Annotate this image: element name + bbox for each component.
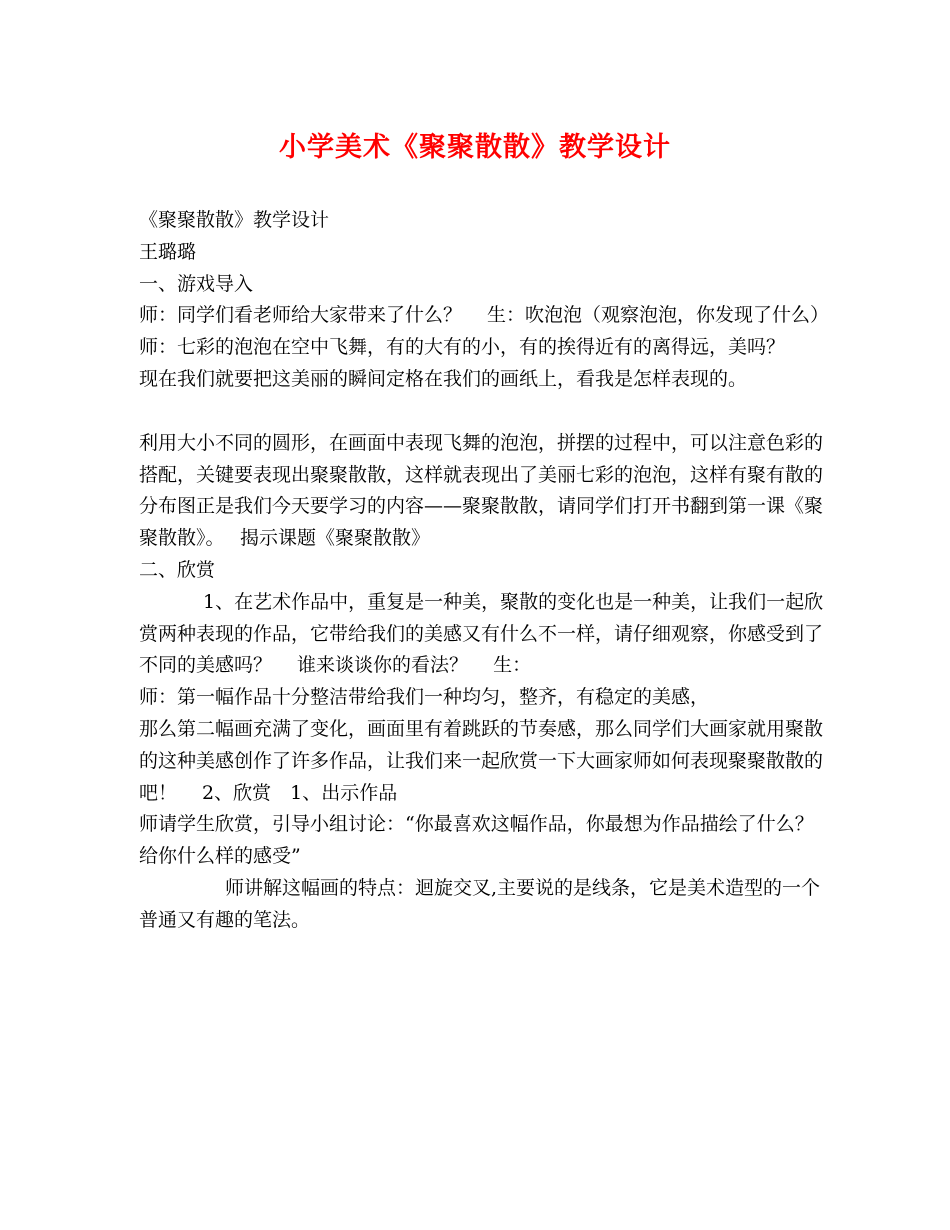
paragraph-circles: 利用大小不同的圆形，在画面中表现飞舞的泡泡，拼摆的过程中，可以注意色彩的搭配，关键要表现出聚聚散散，这样就表现出了美丽七彩的泡泡，这样有聚有散的分布图正是我们今天要学习的内容——聚聚散散，请同学们打开书翻到第一课《聚聚散散》。 揭示课题《聚聚散散》 bbox=[139, 431, 824, 550]
document-title: 小学美术《聚聚散散》教学设计 bbox=[279, 132, 671, 163]
paragraph-teacher-question: 师：同学们看老师给大家带来了什么？ 生：吹泡泡（观察泡泡，你发现了什么） bbox=[139, 304, 830, 327]
author-line: 王璐璐 bbox=[139, 240, 197, 263]
paragraph-first-work: 师：第一幅作品十分整洁带给我们一种均匀，整齐，有稳定的美感， bbox=[139, 686, 710, 709]
section-heading-appreciation: 二、欣赏 bbox=[139, 558, 216, 581]
paragraph-second-work: 那么第二幅画充满了变化，画面里有着跳跃的节奏感，那么同学们大画家就用聚散的这种美感创作了许多作品，让我们来一起欣赏一下大画家师如何表现聚聚散散的吧！ 2、欣赏 1、出示作品 bbox=[139, 717, 824, 804]
paragraph-capture-moment: 现在我们就要把这美丽的瞬间定格在我们的画纸上，看我是怎样表现的。 bbox=[139, 367, 748, 390]
paragraph-discussion: 师请学生欣赏，引导小组讨论：“你最喜欢这幅作品，你最想为作品描绘了什么？给你什么样的感受” bbox=[139, 813, 814, 868]
paragraph-explanation: 师讲解这幅画的特点：迴旋交叉,主要说的是线条，它是美术造型的一个普通又有趣的笔法。 bbox=[139, 876, 821, 931]
paragraph-bubbles: 师：七彩的泡泡在空中飞舞，有的大有的小，有的挨得近有的离得远，美吗？ bbox=[139, 336, 786, 359]
paragraph-gap bbox=[139, 396, 829, 428]
section-heading-intro: 一、游戏导入 bbox=[139, 272, 254, 295]
document-body bbox=[139, 205, 829, 937]
subtitle-line: 《聚聚散散》教学设计 bbox=[139, 209, 330, 231]
paragraph-art-beauty: 1、在艺术作品中，重复是一种美，聚散的变化也是一种美，让我们一起欣赏两种表现的作品，它带给我们的美感又有什么不一样，请仔细观察，你感受到了不同的美感吗？ 谁来谈谈你的看法？ 生： bbox=[139, 590, 824, 677]
